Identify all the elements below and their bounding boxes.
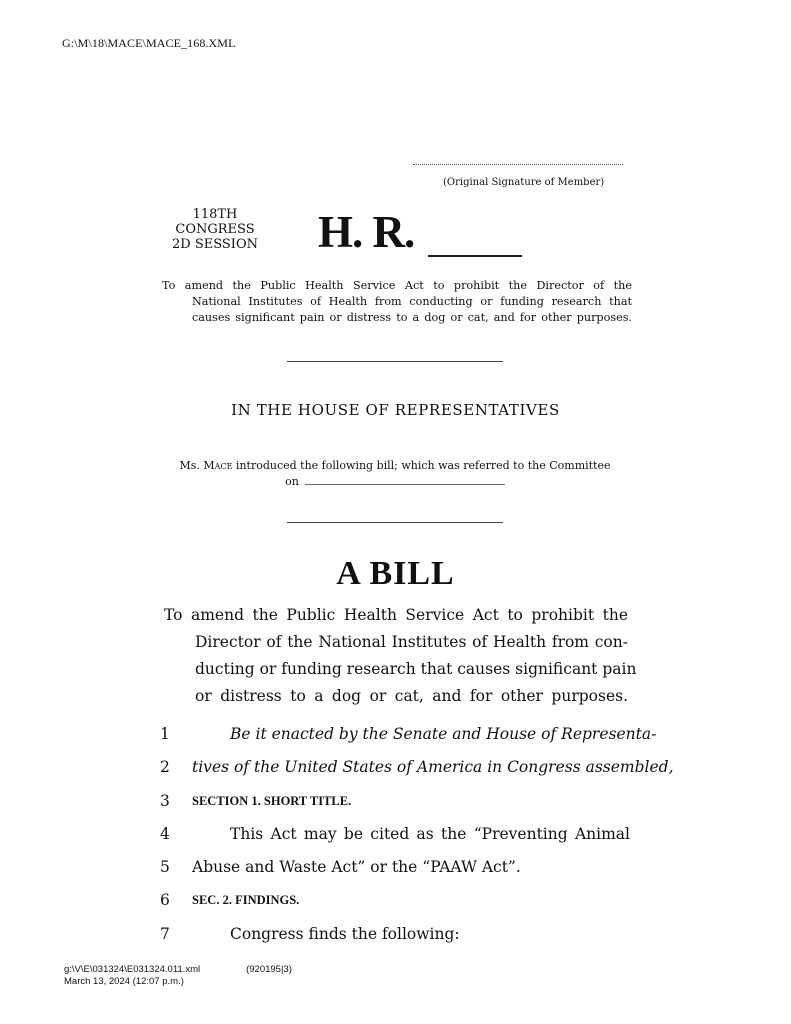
long-title-line: To amend the Public Health Service Act to prohibit the	[164, 606, 628, 624]
line-number: 4	[160, 824, 170, 843]
short-title	[162, 278, 632, 326]
introduction-text: introduced the following bill; which was referred to the Committee	[235, 459, 611, 472]
line-number: 1	[160, 725, 170, 743]
section-heading: SEC. 2. FINDINGS.	[192, 893, 300, 908]
bill-number-blank	[428, 255, 522, 257]
line-number: 3	[160, 791, 170, 810]
chamber-heading: IN THE HOUSE OF REPRESENTATIVES	[231, 401, 560, 419]
footer-code: (920195|3)	[246, 964, 292, 975]
footer-date: March 13, 2024 (12:07 p.m.)	[64, 976, 184, 987]
divider-rule	[287, 522, 503, 523]
section-text: Congress finds the following:	[230, 924, 460, 943]
line-number: 6	[160, 891, 170, 910]
line-number: 5	[160, 858, 170, 877]
enacting-clause: tives of the United States of America in Congress assembled,	[192, 758, 674, 777]
body-line	[160, 818, 630, 851]
body-line	[160, 785, 630, 818]
introduction	[165, 458, 625, 490]
section-text: Abuse and Waste Act” or the “PAAW Act”.	[192, 858, 521, 877]
short-title-line: To amend the Public Health Service Act to prohibit the Director of the	[162, 279, 632, 292]
body-line	[160, 918, 630, 951]
committee-on-label: on	[285, 475, 299, 488]
signature-line	[413, 164, 623, 165]
section-text: This Act may be cited as the “Preventing Animal	[230, 824, 630, 843]
line-number: 7	[160, 924, 170, 943]
congress-number: 118TH CONGRESS	[175, 207, 255, 237]
body-line	[160, 751, 674, 784]
bill-body	[160, 718, 674, 951]
body-line	[160, 851, 630, 884]
bill-number-prefix: H. R.	[318, 207, 415, 257]
long-title-line: Director of the National Institutes of Health from con-	[195, 633, 628, 651]
long-title	[164, 602, 637, 710]
congress-session	[162, 207, 268, 252]
enacting-clause: Be it enacted by the Senate and House of Representa-	[230, 725, 657, 743]
line-number: 2	[160, 758, 170, 777]
body-line	[160, 884, 630, 917]
long-title-line: ducting or funding research that causes significant pain	[195, 660, 637, 678]
committee-blank	[305, 484, 505, 485]
footer-file: g:\V\E\031324\E031324.011.xml	[64, 964, 201, 975]
short-title-line: causes significant pain or distress to a dog or cat, and for other purposes.	[192, 311, 632, 324]
session-number: 2D SESSION	[172, 237, 258, 252]
file-path-header: G:\M\18\MACE\MACE_168.XML	[62, 36, 236, 50]
short-title-line: National Institutes of Health from conducting or funding research that	[192, 295, 632, 308]
section-heading: SECTION 1. SHORT TITLE.	[192, 793, 352, 808]
page-footer	[64, 964, 292, 988]
long-title-line: or distress to a dog or cat, and for other purposes.	[195, 687, 628, 705]
document-type: A BILL	[336, 555, 455, 592]
member-name: Mace	[203, 459, 233, 472]
signature-label: (Original Signature of Member)	[443, 177, 605, 188]
body-line	[160, 718, 657, 751]
divider-rule	[287, 361, 503, 362]
member-prefix: Ms.	[179, 459, 200, 472]
